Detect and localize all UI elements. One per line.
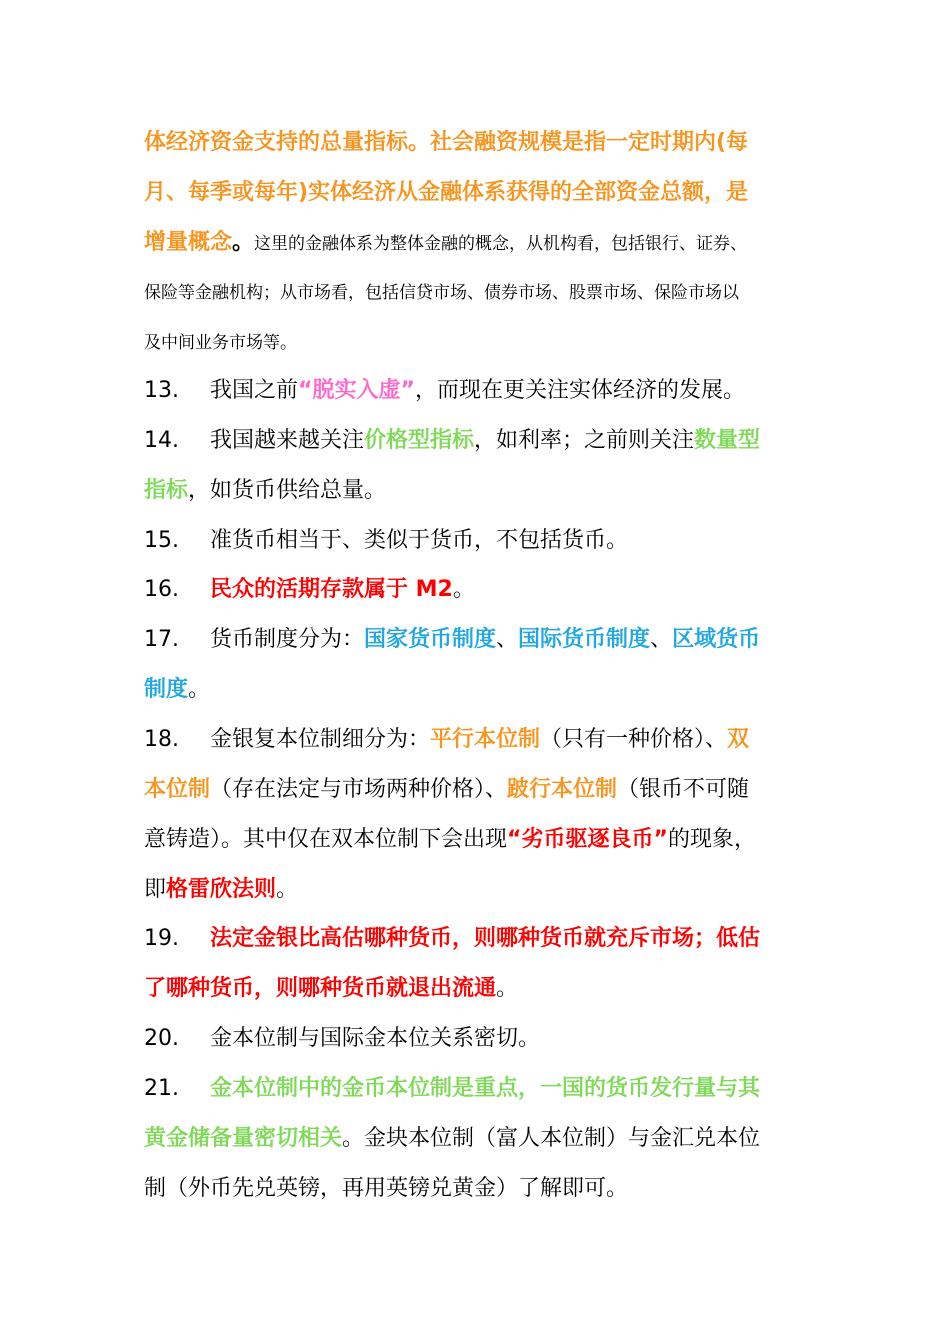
item-21-line-1: 金本位制中的金币本位制是重点，一国的货币发行量与其 bbox=[210, 1076, 761, 1101]
punctuation: 。 bbox=[452, 577, 475, 602]
highlight-text: 价格型指标 bbox=[364, 428, 475, 453]
body-text: （银币不可随 bbox=[617, 777, 750, 802]
body-text: 的现象， bbox=[667, 827, 756, 852]
item-number: 17. bbox=[144, 627, 179, 652]
highlight-text: 黄金储备量密切相关 bbox=[144, 1126, 343, 1151]
item-18-line-2 bbox=[144, 765, 749, 815]
item-number: 16. bbox=[144, 577, 179, 602]
body-text: 货币制度分为： bbox=[210, 627, 365, 652]
body-text: 我国越来越关注 bbox=[210, 428, 365, 453]
item-17-line-2 bbox=[144, 665, 210, 715]
highlight-text: 国际货币制度 bbox=[518, 627, 651, 652]
body-text: 。金块本位制（富人本位制）与金汇兑本位 bbox=[342, 1126, 761, 1151]
intro-line-3 bbox=[144, 218, 747, 268]
item-number: 19. bbox=[144, 926, 179, 951]
item-21-line-3: 制（外币先兑英镑，再用英镑兑黄金）了解即可。 bbox=[144, 1176, 629, 1201]
punctuation: 、 bbox=[496, 627, 519, 652]
item-19-line-2 bbox=[144, 964, 518, 1014]
highlight-text: 指标 bbox=[144, 478, 189, 503]
item-14-line-1 bbox=[210, 416, 760, 466]
intro-line-5: 及中间业务市场等。 bbox=[144, 333, 297, 353]
item-number: 14. bbox=[144, 428, 179, 453]
highlight-text: 增量概念 bbox=[144, 230, 233, 255]
punctuation: 。 bbox=[232, 230, 255, 255]
body-text: 即 bbox=[144, 877, 167, 902]
body-text: 这里的金融体系为整体金融的概念，从机构看，包括银行、证券、 bbox=[254, 234, 748, 254]
item-16-line-1 bbox=[210, 565, 475, 615]
body-text: （存在法定与市场两种价格）、 bbox=[210, 777, 508, 802]
highlight-text: 制度 bbox=[144, 677, 189, 702]
item-15-line-1: 准货币相当于、类似于货币，不包括货币。 bbox=[210, 528, 629, 553]
item-number: 20. bbox=[144, 1026, 179, 1051]
item-number: 18. bbox=[144, 727, 179, 752]
punctuation: 。 bbox=[188, 677, 211, 702]
intro-line-2: 月、每季或每年)实体经济从金融体系获得的全部资金总额，是 bbox=[144, 180, 749, 205]
highlight-text: 本位制 bbox=[144, 777, 211, 802]
punctuation: 。 bbox=[496, 976, 519, 1001]
item-number: 21. bbox=[144, 1076, 179, 1101]
highlight-text: 区域货币 bbox=[672, 627, 761, 652]
body-text: 金银复本位制细分为： bbox=[210, 727, 431, 752]
highlight-text: “劣币驱逐良币” bbox=[507, 827, 668, 852]
highlight-text: 国家货币制度 bbox=[364, 627, 497, 652]
highlight-text: 跛行本位制 bbox=[507, 777, 618, 802]
highlight-text: 格雷欣法则 bbox=[166, 877, 277, 902]
item-17-line-1 bbox=[210, 615, 760, 665]
item-19-line-1: 法定金银比高估哪种货币，则哪种货币就充斥市场；低估 bbox=[210, 926, 761, 951]
highlight-text: “脱实入虚” bbox=[298, 378, 415, 403]
highlight-text: 民众的活期存款属于 M2 bbox=[210, 577, 453, 602]
body-text: ，如货币供给总量。 bbox=[188, 478, 387, 503]
punctuation: 、 bbox=[650, 627, 673, 652]
body-text: ，而现在更关注实体经济的发展。 bbox=[414, 378, 745, 403]
highlight-text: 了哪种货币，则哪种货币就退出流通 bbox=[144, 976, 497, 1001]
body-text: ，如利率；之前则关注 bbox=[474, 428, 695, 453]
body-text: 意铸造）。其中仅在双本位制下会出现 bbox=[144, 827, 508, 852]
item-18-line-3 bbox=[144, 815, 756, 865]
item-14-line-2 bbox=[144, 466, 386, 516]
body-text: （只有一种价格）、 bbox=[540, 727, 728, 752]
item-21-line-2 bbox=[144, 1114, 760, 1164]
item-18-line-1 bbox=[210, 715, 749, 765]
item-18-line-4 bbox=[144, 865, 298, 915]
item-number: 13. bbox=[144, 378, 179, 403]
intro-line-4: 保险等金融机构；从市场看，包括信贷市场、债券市场、股票市场、保险市场以 bbox=[144, 283, 739, 303]
intro-line-1: 体经济资金支持的总量指标。社会融资规模是指一定时期内(每 bbox=[144, 130, 749, 155]
item-20-line-1: 金本位制与国际金本位关系密切。 bbox=[210, 1026, 541, 1051]
item-13-line-1 bbox=[210, 366, 745, 416]
highlight-text: 平行本位制 bbox=[430, 727, 541, 752]
highlight-text: 双 bbox=[727, 727, 750, 752]
highlight-text: 数量型 bbox=[694, 428, 761, 453]
item-number: 15. bbox=[144, 528, 179, 553]
body-text: 我国之前 bbox=[210, 378, 299, 403]
punctuation: 。 bbox=[276, 877, 299, 902]
